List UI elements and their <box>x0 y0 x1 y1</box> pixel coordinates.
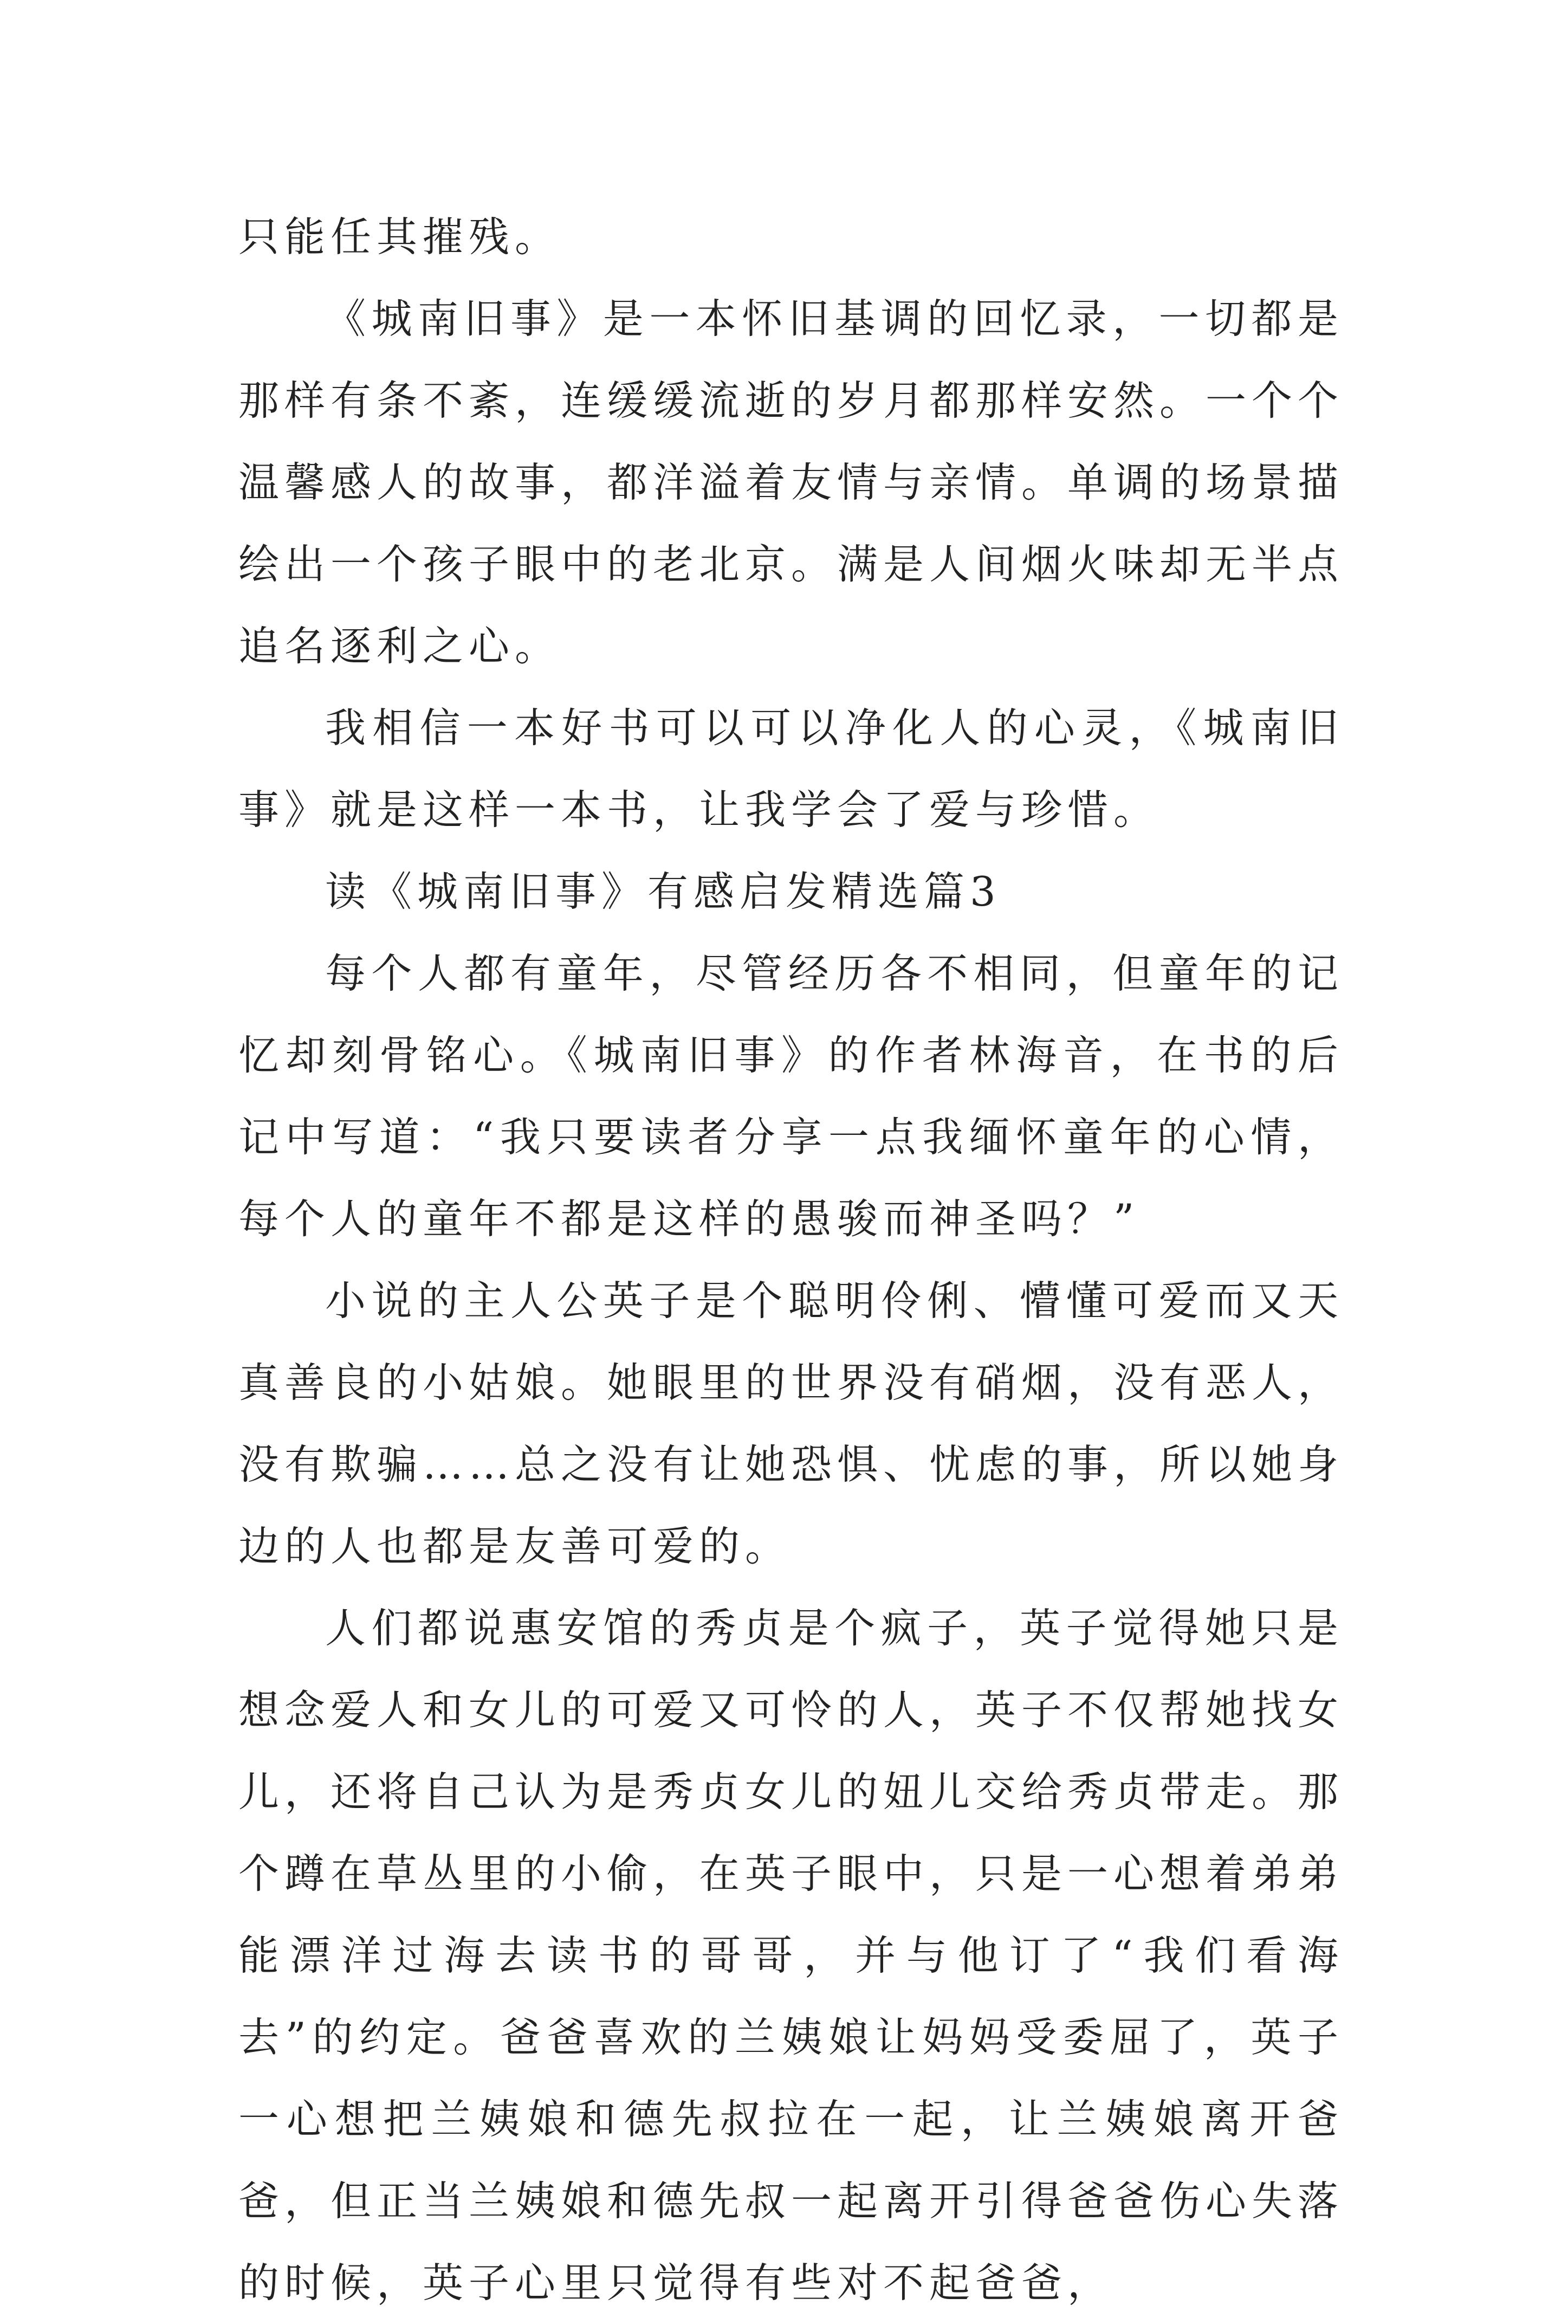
paragraph-4: 每个人都有童年，尽管经历各不相同，但童年的记忆却刻骨铭心。《城南旧事》的作者林海音，在书的后记中写道：“我只要读者分享一点我缅怀童年的心情，每个人的童年不都是这样的愚骏而神圣吗？” <box>238 950 1344 1243</box>
paragraph-2: 《城南旧事》是一本怀旧基调的回忆录，一切都是那样有条不紊，连缓缓流逝的岁月都那样安然。一个个温馨感人的故事，都洋溢着友情与亲情。单调的场景描绘出一个孩子眼中的老北京。满是人间烟火味却无半点追名逐利之心。 <box>238 295 1344 670</box>
paragraph-1: 只能任其摧残。 <box>238 213 561 261</box>
document-body <box>238 196 1344 2324</box>
paragraph-5: 小说的主人公英子是个聪明伶俐、懵懂可爱而又天真善良的小姑娘。她眼里的世界没有硝烟，没有恶人，没有欺骗……总之没有让她恐惧、忧虑的事，所以她身边的人也都是友善可爱的。 <box>238 1277 1344 1570</box>
paragraph-3: 我相信一本好书可以可以净化人的心灵，《城南旧事》就是这样一本书，让我学会了爱与珍惜。 <box>238 704 1344 834</box>
section-heading: 读《城南旧事》有感启发精选篇3 <box>325 868 1001 915</box>
paragraph-6: 人们都说惠安馆的秀贞是个疯子，英子觉得她只是想念爱人和女儿的可爱又可怜的人，英子不仅帮她找女儿，还将自己认为是秀贞女儿的妞儿交给秀贞带走。那个蹲在草丛里的小偷，在英子眼中，只是一心想着弟弟能漂洋过海去读书的哥哥，并与他订了“我们看海去”的约定。爸爸喜欢的兰姨娘让妈妈受委屈了，英子一心想把兰姨娘和德先叔拉在一起，让兰姨娘离开爸爸，但正当兰姨娘和德先叔一起离开引得爸爸伤心失落的时候，英子心里只觉得有些对不起爸爸， <box>238 1604 1344 2307</box>
